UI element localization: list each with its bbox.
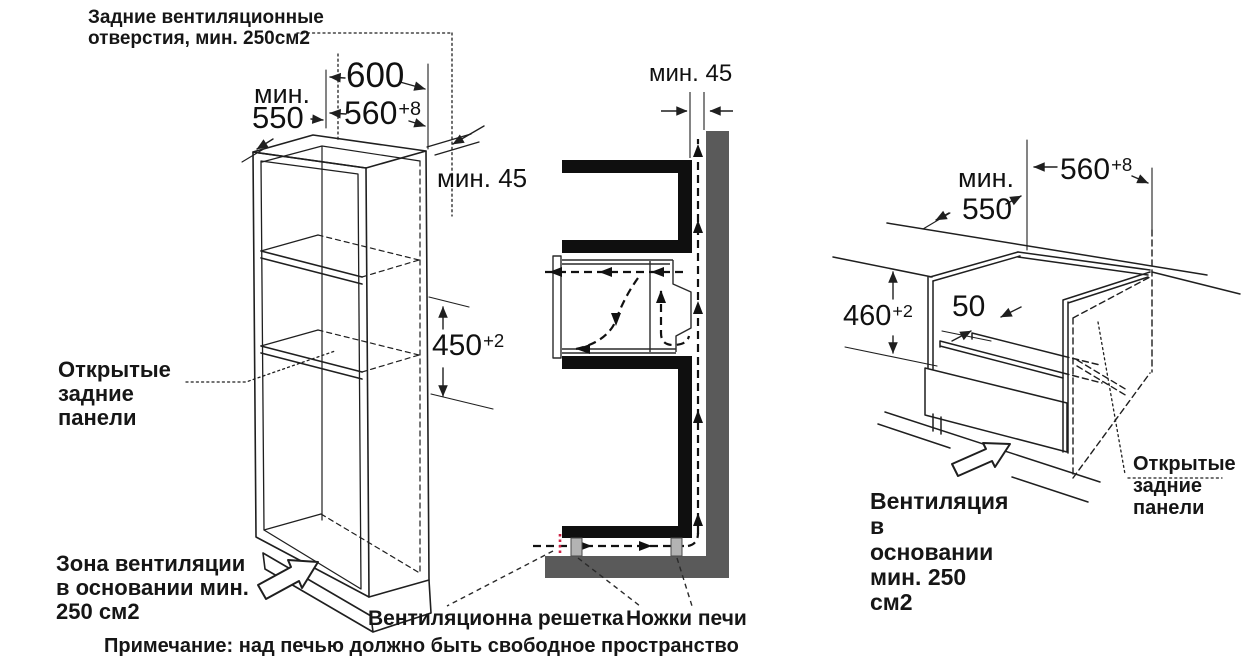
dim-depth-min-prefix-right: мин. <box>958 163 1015 193</box>
floor-rails <box>940 333 1102 383</box>
open-back-hidden-lines <box>1073 230 1152 478</box>
note-text: Примечание: над печью должно быть свободное пространство <box>104 635 739 657</box>
open-back-label-right: Открытые задние панели <box>1133 453 1236 519</box>
rear-vents-label: Задние вентиляционные отверстия, мин. 250см2 <box>88 7 324 49</box>
cabinet-interior-edges <box>262 146 420 520</box>
oven-feet-label: Ножки печи <box>626 607 747 630</box>
base-vent-block-arrow-right <box>952 443 1010 476</box>
wall-fill <box>706 131 729 557</box>
dim-niche-height-460: $460^{+2}$ <box>843 300 913 332</box>
open-back-label-left: Открытые задние панели <box>58 357 171 431</box>
dim-depth-550-right: 550 <box>962 193 1013 226</box>
base-drawer-front <box>925 368 1067 452</box>
dim-top-gap-45: мин. 45 <box>437 163 528 193</box>
base-vent-label-right: Вентиляция в основании мин. 250 см2 <box>870 488 1009 616</box>
grille-label: Вентиляционна решетка <box>368 607 624 630</box>
dim-arrows-right <box>893 167 1148 353</box>
floor-fill <box>545 556 729 578</box>
dim-niche-height-450: $450^{+2}$ <box>432 329 505 362</box>
dim-depth-550: 550 <box>252 100 304 135</box>
niche-frame <box>928 252 1150 453</box>
cabinet-shelves <box>261 235 419 572</box>
dim-width-600: 600 <box>346 56 405 95</box>
dim-rail-offset-50: 50 <box>952 290 986 323</box>
countertop-lines <box>833 223 1240 294</box>
cabinet-front-frame <box>253 152 369 597</box>
dim-niche-width-560: $560^{+8}$ <box>344 95 421 131</box>
dim-depth-min-prefix: мин. <box>254 79 311 109</box>
dim-wall-gap-45: мин. 45 <box>649 60 733 87</box>
base-vent-label-left: Зона вентиляции в основании мин. 250 см2 <box>56 551 249 625</box>
dim-niche-width-560-right: $560^{+8}$ <box>1060 153 1133 186</box>
